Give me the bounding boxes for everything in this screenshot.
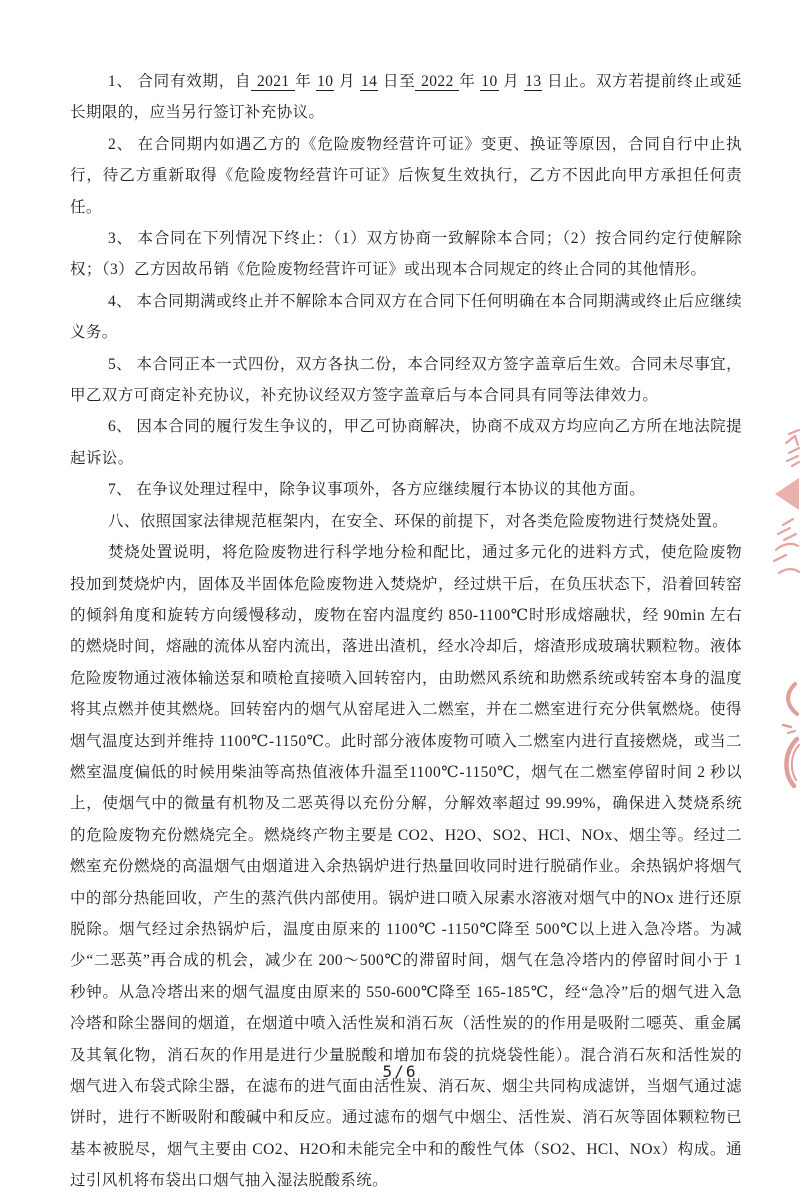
text-run: 4、 本合同期满或终止并不解除本合同双方在合同下任何明确在本合同期满或终止后应继续义务。 [70, 292, 742, 342]
underlined-value: 13 [525, 73, 542, 90]
clause-7 [70, 474, 742, 505]
text-run: 日至 [378, 73, 416, 90]
page-number: 5/6 [382, 1062, 418, 1081]
text-run: 1、 合同有效期，自 [107, 73, 252, 90]
text-run: 年 [295, 73, 317, 90]
clause-2 [70, 129, 742, 223]
clause-4 [70, 286, 742, 349]
text-run: 年 [459, 73, 481, 90]
official-seal-fragment-top [762, 428, 800, 580]
clause-8 [70, 506, 742, 537]
underlined-value: 10 [317, 73, 334, 90]
text-run: 6、 因本合同的履行发生争议的，甲乙可协商解决，协商不成双方均应向乙方所在地法院提起诉讼。 [70, 418, 742, 467]
text-run: 7、 在争议处理过程中，除争议事项外，各方应继续履行本协议的其他方面。 [107, 481, 646, 499]
text-run: 月 [334, 73, 360, 90]
clause-1 [70, 66, 742, 129]
text-run: 5、 本合同正本一式四份，双方各执二份，本合同经双方签字盖章后生效。合同未尽事宜，甲乙双方可商定补充协议，补充协议经双方签字盖章后与本合同具有同等法律效力。 [70, 355, 742, 405]
text-run: 八、依照国家法律规范框架内，在安全、环保的前提下，对各类危险废物进行焚烧处置。 [107, 512, 729, 530]
incineration-description [70, 537, 742, 1197]
text-run: 2、 在合同期内如遇乙方的《危险废物经营许可证》变更、换证等原因，合同自行中止执行，待乙方重新取得《危险废物经营许可证》后恢复生效执行，乙方不因此向甲方承担任何责任。 [70, 135, 742, 216]
contract-body [70, 66, 742, 1197]
official-seal-fragment-bottom [776, 680, 800, 790]
underlined-value: 14 [360, 73, 378, 90]
underlined-value: 2021 [252, 73, 295, 90]
underlined-value: 2022 [416, 73, 459, 90]
red-seal-bottom-icon [776, 680, 800, 790]
text-run: 3、 本合同在下列情况下终止：（1）双方协商一致解除本合同；（2）按合同约定行使解除权；（3）乙方因故吊销《危险废物经营许可证》或出现本合同规定的终止合同的其他情形。 [70, 230, 742, 279]
clause-3 [70, 223, 742, 286]
clause-5 [70, 349, 742, 412]
underlined-value: 10 [481, 73, 498, 90]
clause-6 [70, 411, 742, 474]
text-run: 焚烧处置说明，将危险废物进行科学地分检和配比，通过多元化的进料方式，使危险废物投加到焚烧炉内，固体及半固体危险废物进入焚烧炉，经过烘干后，在负压状态下，沿着回转窑的倾斜角度和旋转方向缓慢移动，废物在窑内温度约 850-1100℃时形成熔融状，经 90min 左右的燃烧时间，熔融的流体从窑内流出，落进出渣机，经水冷却后，熔渣形成玻璃状颗粒物。液体危险废物通过液体输送泵和喷枪直接喷入回转窑内，由助燃风系统和助燃系统或转窑本身的温度将其点燃并使其燃烧。回转窑内的烟气从窑尾进入二燃室，并在二燃室进行充分供氧燃烧。使得烟气温度达到并维持 1100℃-1150℃。此时部分液体废物可喷入二燃室内进行直接燃烧，或当二燃室温度偏低的时候用柴油等高热值液体升温至1100℃-1150℃，烟气在二燃室停留时间 2 秒以上，使烟气中的微量有机物及二恶英得以充份分解，分解效率超过 99.99%，确保进入焚烧系统的危险废物充份燃烧完全。燃烧终产物主要是 CO2、H2O、SO2、HCl、NOx、烟尘等。经过二燃室充份燃烧的高温烟气由烟道进入余热锅炉进行热量回收同时进行脱硝作业。余热锅炉将烟气中的部分热能回收，产生的蒸汽供内部使用。锅炉进口喷入尿素水溶液对烟气中的NOx 进行还原脱除。烟气经过余热锅炉后，温度由原来的 1100℃ -1150℃降至 500℃以上进入急冷塔。为减少“二恶英”再合成的机会，减少在 200～500℃的滞留时间，烟气在急冷塔内的停留时间小于 1 秒钟。从急冷塔出来的烟气温度由原来的 550-600℃降至 165-185℃，经“急冷”后的烟气进入急冷塔和除尘器间的烟道，在烟道中喷入活性炭和消石灰（活性炭的的作用是吸附二噁英、重金属及其氧化物，消石灰的作用是进行少量脱酸和增加布袋的抗烧袋性能）。混合消石灰和活性炭的烟气进入布袋式除尘器，在滤布的进气面由活性炭、消石灰、烟尘共同构成滤饼，当烟气通过滤饼时，进行不断吸附和酸碱中和反应。通过滤布的烟气中烟尘、活性炭、消石灰等固体颗粒物已基本被脱尽，烟气主要由 CO2、H2O和未能完全中和的酸性气体（SO2、HCl、NOx）构成。通过引风机将布袋出口烟气抽入湿法脱酸系统。 [70, 544, 742, 1190]
text-run: 月 [498, 73, 525, 90]
text-run: 日止。双方若提前终止或延长期限的，应当另行签订补充协议。 [70, 73, 742, 122]
red-seal-top-icon [762, 428, 800, 580]
